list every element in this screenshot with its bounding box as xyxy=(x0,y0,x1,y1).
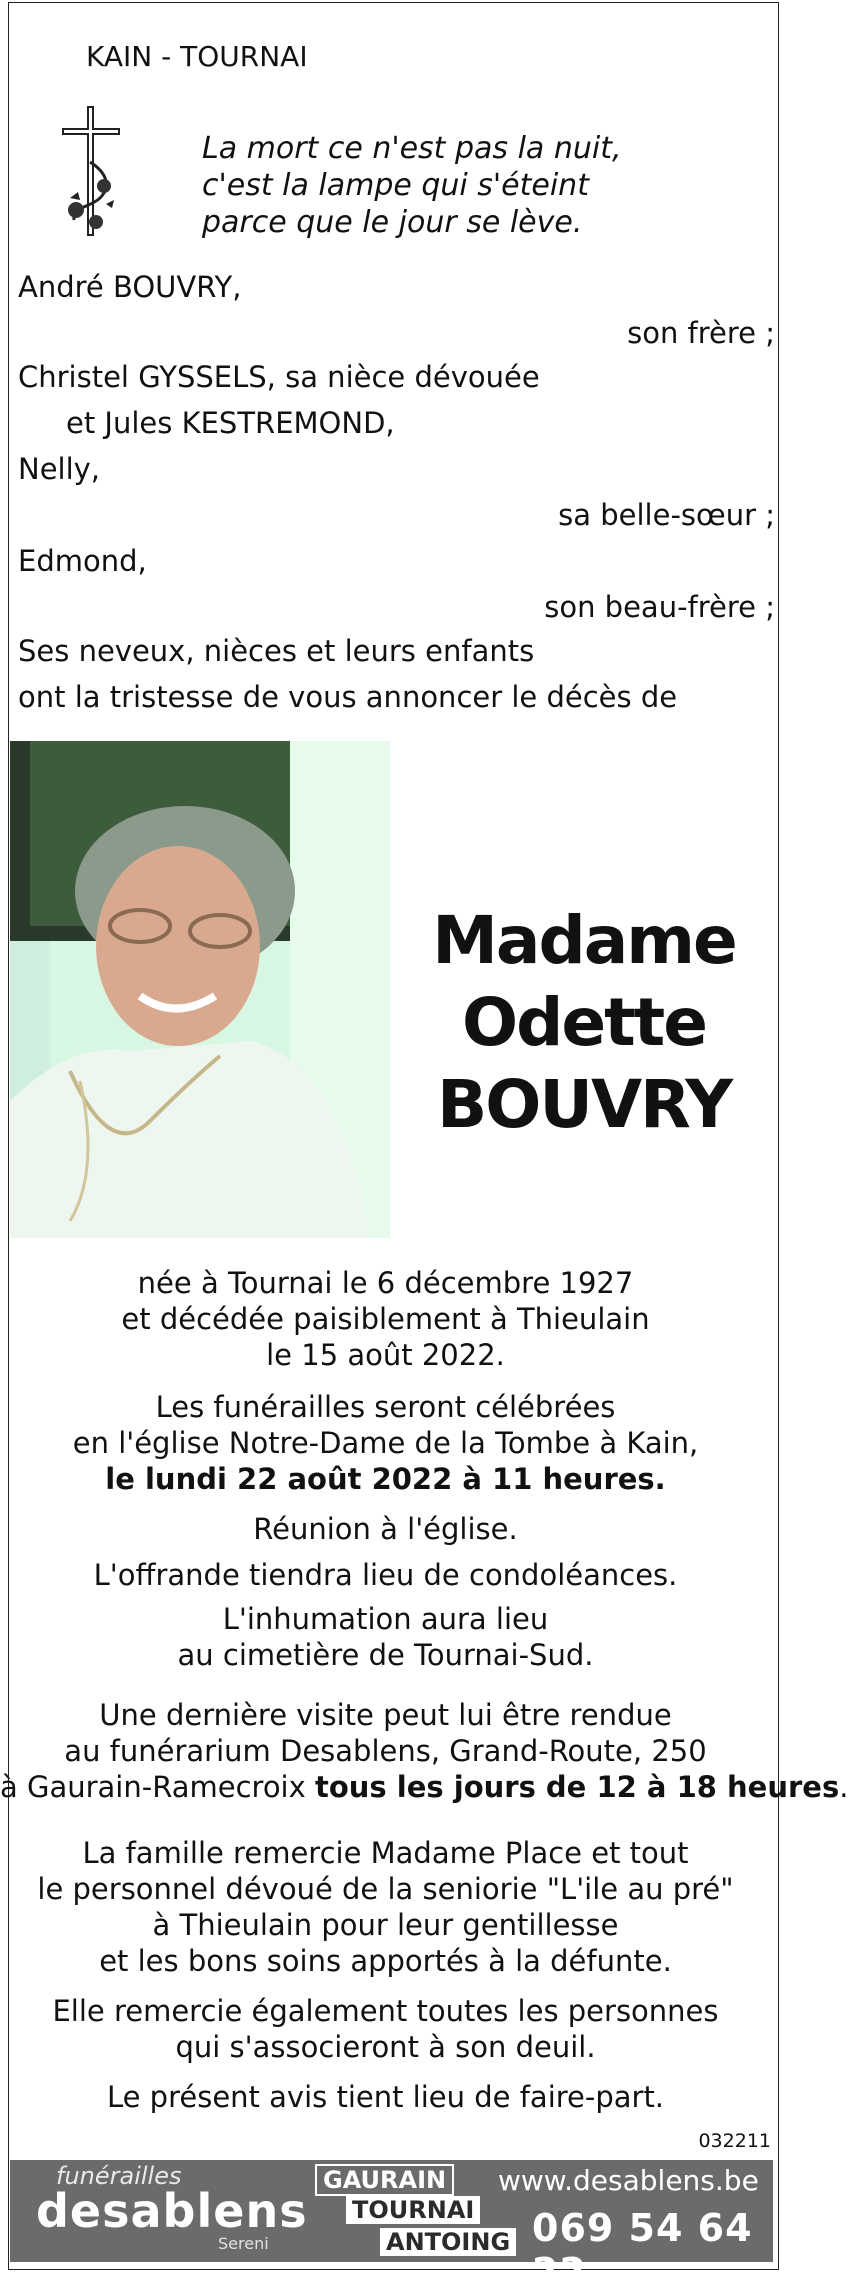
deceased-title: Madame xyxy=(432,902,736,979)
thanks-line: à Thieulain pour leur gentillesse xyxy=(152,1908,619,1942)
website-link[interactable]: www.desablens.be xyxy=(498,2164,759,2197)
death-info: et décédée paisiblement à Thieulain xyxy=(121,1302,650,1336)
quote-line: La mort ce n'est pas la nuit, xyxy=(202,131,622,166)
visit-times: tous les jours de 12 à 18 heures xyxy=(315,1770,840,1804)
deceased-photo xyxy=(10,741,390,1238)
visit-hours xyxy=(0,1770,848,1804)
family-relation: son beau-frère ; xyxy=(544,590,775,624)
burial-place: au cimetière de Tournai-Sud. xyxy=(177,1638,594,1672)
thanks-line: et les bons soins apportés à la défunte. xyxy=(99,1944,672,1978)
funeral-info: Les funérailles seront célébrées xyxy=(155,1390,616,1424)
quote-line: parce que le jour se lève. xyxy=(202,205,583,240)
banner-tagline: Sereni xyxy=(218,2234,269,2253)
reference-number: 032211 xyxy=(698,2130,771,2152)
meeting-info: Réunion à l'église. xyxy=(253,1512,518,1546)
thanks-line: qui s'associeront à son deuil. xyxy=(175,2030,596,2064)
family-line: Edmond, xyxy=(18,544,147,578)
thanks-line: La famille remercie Madame Place et tout xyxy=(82,1836,689,1870)
visit-town: à Gaurain-Ramecroix xyxy=(0,1770,315,1804)
funeral-date: le lundi 22 août 2022 à 11 heures. xyxy=(105,1462,666,1496)
family-line: Christel GYSSELS, sa nièce dévouée xyxy=(18,360,540,394)
city-gaurain: GAURAIN xyxy=(315,2164,454,2196)
birth-info: née à Tournai le 6 décembre 1927 xyxy=(137,1266,634,1300)
family-relation: sa belle-sœur ; xyxy=(558,498,775,532)
quote-line: c'est la lampe qui s'éteint xyxy=(202,168,589,203)
closing-notice: Le présent avis tient lieu de faire-part. xyxy=(106,2080,665,2114)
family-relation: son frère ; xyxy=(627,316,775,350)
family-line: et Jules KESTREMOND, xyxy=(66,406,395,440)
deceased-last-name: BOUVRY xyxy=(436,1066,732,1143)
family-line: ont la tristesse de vous annoncer le décès de xyxy=(18,680,678,714)
visit-place: au funérarium Desablens, Grand-Route, 250 xyxy=(64,1734,707,1768)
burial-info: L'inhumation aura lieu xyxy=(222,1602,549,1636)
offering-info: L'offrande tiendra lieu de condoléances. xyxy=(93,1558,678,1592)
family-line: Ses neveux, nièces et leurs enfants xyxy=(18,634,535,668)
city-antoing: ANTOING xyxy=(380,2228,516,2256)
thanks-line: Elle remercie également toutes les personnes xyxy=(52,1994,719,2028)
family-line: André BOUVRY, xyxy=(18,270,242,304)
phone-number: 069 54 64 22 xyxy=(532,2206,753,2294)
epitaph-quote xyxy=(202,130,622,241)
deceased-name xyxy=(414,900,754,1146)
family-line: Nelly, xyxy=(18,452,101,486)
funeral-place: en l'église Notre-Dame de la Tombe à Kain, xyxy=(72,1426,699,1460)
banner-small-text: funérailles xyxy=(56,2162,182,2190)
death-date: le 15 août 2022. xyxy=(266,1338,505,1372)
thanks-line: le personnel dévoué de la seniorie "L'ile au pré" xyxy=(37,1872,734,1906)
visit-info: Une dernière visite peut lui être rendue xyxy=(99,1698,672,1732)
visit-period: . xyxy=(839,1770,848,1804)
deceased-first-name: Odette xyxy=(462,984,706,1061)
location-header: KAIN - TOURNAI xyxy=(86,40,308,73)
funeral-home-banner xyxy=(10,2160,773,2294)
cross-with-roses-icon xyxy=(56,102,126,242)
funeral-home-logo: desablens xyxy=(36,2184,308,2238)
city-tournai: TOURNAI xyxy=(346,2196,480,2224)
